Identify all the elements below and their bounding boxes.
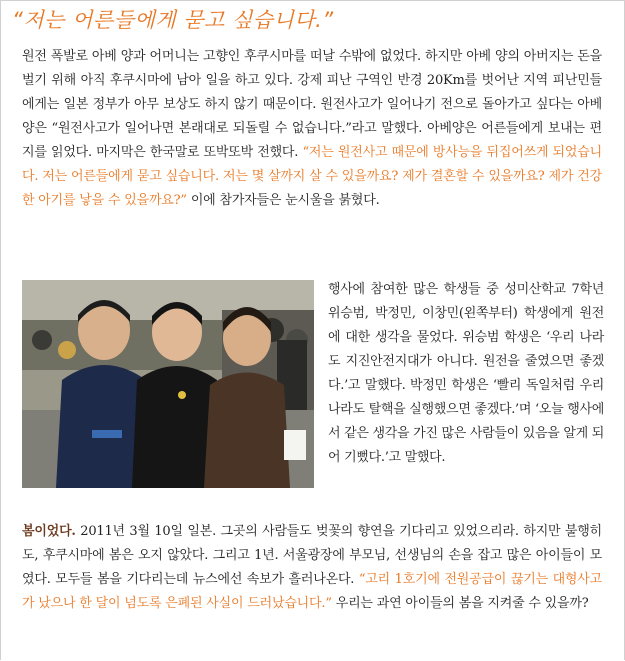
photo-caption: 행사에 참여한 많은 학생들 중 성미산학교 7학년 위승범, 박정민, 이창민(왼쪽부터) 학생에게 원전에 대한 생각을 물었다. 위승범 학생은 ‘우리 나라도 지진안전지대가 아니다. 원전을 줄였으면 좋겠다.’고 말했다. 박정민 학생은 ‘빨리 독일처럼 우리나라도 탈핵을 실행했으면 좋겠다.’며 ‘오늘 행사에서 같은 생각을 가진 많은 사람들이 있음을 알게 되어 기뻤다.’고 말했다. [328,282,604,465]
paragraph-letter [22,45,602,213]
paragraph-lead: 봄이었다. [22,524,76,539]
students-photo [22,280,314,488]
paragraph-text: 원전 폭발로 아베 양과 어머니는 고향인 후쿠시마를 떠날 수밖에 없었다. 하지만 아베 양의 아버지는 돈을 벌기 위해 아직 후쿠시마에 남아 일을 하고 있다. 강제 피난 구역인 반경 20Km를 벗어난 지역 피난민들에게는 일본 정부가 아무 보상도 하지 않기 때문이다. 원전사고가 일어나기 전으로 돌아가고 싶다는 아베양은 “원전사고가 일어나면 본래대로 되돌릴 수 없습니다.”라고 말했다. 아베양은 어른들에게 보내는 편지를 읽었다. 마지막은 한국말로 또박또박 전했다. [22,49,602,160]
paragraph-ending: 이에 참가자들은 눈시울을 붉혔다. [186,193,380,208]
letter-quote: “저는 원전사고 때문에 방사능을 뒤집어쓰게 되었습니다. 저는 어른들에게 묻고 싶습니다. 저는 몇 살까지 살 수 있을까요? 제가 결혼할 수 있을까요? 제가 건강한 아기를 낳을 수 있을까요?” [22,145,602,208]
paragraph-spring [22,520,602,616]
paragraph-ending: 우리는 과연 아이들의 봄을 지켜줄 수 있을까? [331,596,589,611]
news-quote: “고리 1호기에 전원공급이 끊기는 대형사고가 났으나 한 달이 넘도록 은폐된 사실이 드러났습니다.” [22,572,602,611]
paragraph-text: 2011년 3월 10일 일본. 그곳의 사람들도 벚꽃의 향연을 기다리고 있었으리라. 하지만 불행히도, 후쿠시마에 봄은 오지 않았다. 그리고 1년. 서울광장에 부모님, 선생님의 손을 잡고 많은 아이들이 모였다. 모두들 봄을 기다리는데 뉴스에선 속보가 흘러나온다. [22,524,602,587]
article-headline: “저는 어른들에게 묻고 싶습니다.” [12,8,334,32]
